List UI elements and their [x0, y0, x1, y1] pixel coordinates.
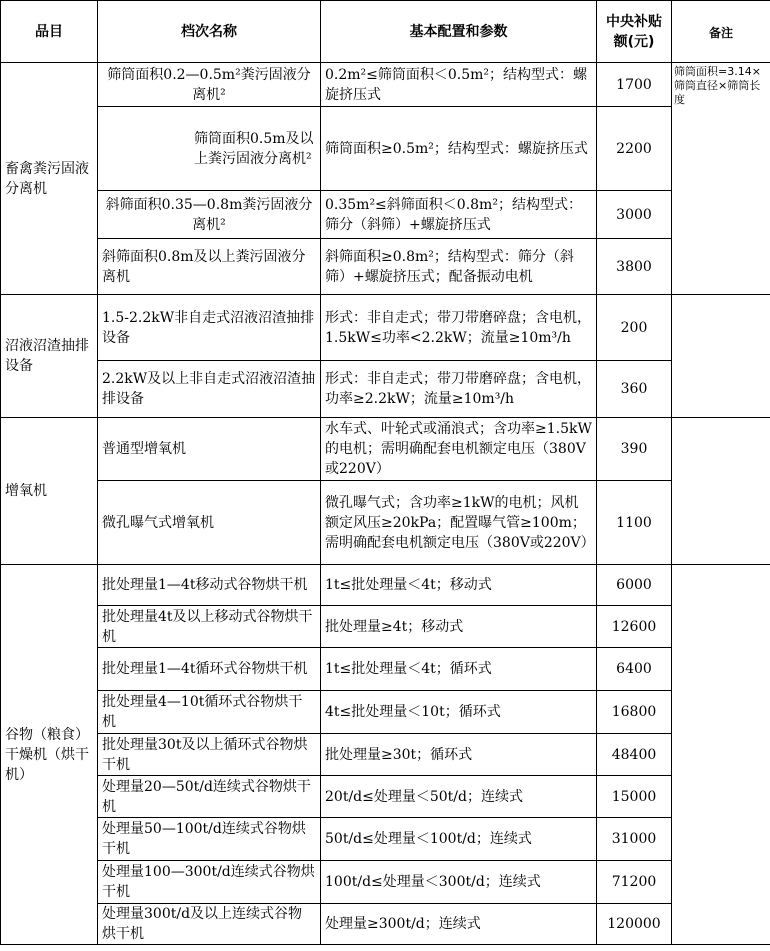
item-cell: 增氧机 — [1, 418, 98, 565]
note-cell: 筛筒面积=3.14×筛筒直径×筛筒长度 — [672, 63, 770, 295]
item-cell: 畜禽粪污固液分离机 — [1, 63, 98, 295]
grade-cell: 筛筒面积0.2—0.5m²粪污固液分离机² — [98, 63, 321, 107]
table-row — [1, 418, 770, 481]
table-row — [1, 818, 770, 861]
item-cell: 沼液沼渣抽排设备 — [1, 295, 98, 418]
config-cell: 0.2m²≤筛筒面积＜0.5m²；结构型式：螺旋挤压式 — [321, 63, 597, 107]
subsidy-cell: 2200 — [597, 107, 672, 191]
subsidy-cell: 360 — [597, 361, 672, 418]
grade-cell: 2.2kW及以上非自走式沼液沼渣抽排设备 — [98, 361, 321, 418]
config-cell: 斜筛面积≥0.8m²；结构型式：筛分（斜筛）+螺旋挤压式；配备振动电机 — [321, 239, 597, 295]
header-row — [1, 1, 770, 63]
table-row — [1, 63, 770, 107]
table-row — [1, 606, 770, 648]
config-cell: 50t/d≤处理量＜100t/d；连续式 — [321, 818, 597, 861]
subsidy-cell: 71200 — [597, 861, 672, 904]
grade-cell: 斜筛面积0.8m及以上粪污固液分离机 — [98, 239, 321, 295]
grade-cell: 批处理量4—10t循环式谷物烘干机 — [98, 691, 321, 734]
grade-cell: 普通型增氧机 — [98, 418, 321, 481]
config-cell: 100t/d≤处理量＜300t/d；连续式 — [321, 861, 597, 904]
grade-cell: 批处理量1—4t循环式谷物烘干机 — [98, 648, 321, 691]
config-cell: 4t≤批处理量＜10t；循环式 — [321, 691, 597, 734]
table-row — [1, 904, 770, 945]
config-cell: 20t/d≤处理量＜50t/d；连续式 — [321, 776, 597, 818]
subsidy-cell: 200 — [597, 295, 672, 361]
grade-cell: 斜筛面积0.35—0.8m粪污固液分离机² — [98, 191, 321, 239]
item-cell: 谷物（粮食）干燥机（烘干机） — [1, 565, 98, 945]
config-cell: 1t≤批处理量＜4t；循环式 — [321, 648, 597, 691]
subsidy-cell: 1100 — [597, 481, 672, 565]
table-row — [1, 295, 770, 361]
table-row — [1, 691, 770, 734]
config-cell: 处理量≥300t/d；连续式 — [321, 904, 597, 945]
subsidy-cell: 1700 — [597, 63, 672, 107]
config-cell: 筛筒面积≥0.5m²；结构型式：螺旋挤压式 — [321, 107, 597, 191]
config-cell: 批处理量≥30t；循环式 — [321, 734, 597, 776]
subsidy-cell: 6400 — [597, 648, 672, 691]
grade-cell: 批处理量1—4t移动式谷物烘干机 — [98, 565, 321, 606]
grade-cell: 批处理量4t及以上移动式谷物烘干机 — [98, 606, 321, 648]
table-row — [1, 239, 770, 295]
grade-cell: 微孔曝气式增氧机 — [98, 481, 321, 565]
config-cell: 1t≤批处理量＜4t；移动式 — [321, 565, 597, 606]
table-row — [1, 776, 770, 818]
table-row — [1, 565, 770, 606]
subsidy-cell: 6000 — [597, 565, 672, 606]
grade-cell: 处理量20—50t/d连续式谷物烘干机 — [98, 776, 321, 818]
grade-cell: 筛筒面积0.5m及以上粪污固液分离机² — [98, 107, 321, 191]
grade-cell: 处理量100—300t/d连续式谷物烘干机 — [98, 861, 321, 904]
subsidy-cell: 16800 — [597, 691, 672, 734]
header-config: 基本配置和参数 — [321, 1, 597, 63]
subsidy-cell: 390 — [597, 418, 672, 481]
grade-cell: 处理量50—100t/d连续式谷物烘干机 — [98, 818, 321, 861]
header-subsidy: 中央补贴额(元) — [597, 1, 672, 63]
grade-cell: 批处理量30t及以上循环式谷物烘干机 — [98, 734, 321, 776]
config-cell: 形式：非自走式；带刀带磨碎盘；含电机，1.5kW≤功率<2.2kW；流量≥10m³/h — [321, 295, 597, 361]
table-row — [1, 861, 770, 904]
table-row — [1, 361, 770, 418]
config-cell: 0.35m²≤斜筛面积＜0.8m²；结构型式：筛分（斜筛）+螺旋挤压式 — [321, 191, 597, 239]
header-note: 备注 — [672, 1, 770, 63]
table-row — [1, 734, 770, 776]
config-cell: 微孔曝气式；含功率≥1kW的电机；风机额定风压≥20kPa；配置曝气管≥100m；需明确配套电机额定电压（380V或220V） — [321, 481, 597, 565]
grade-cell: 处理量300t/d及以上连续式谷物烘干机 — [98, 904, 321, 945]
table-row — [1, 648, 770, 691]
table-row — [1, 481, 770, 565]
config-cell: 批处理量≥4t；移动式 — [321, 606, 597, 648]
header-grade: 档次名称 — [98, 1, 321, 63]
config-cell: 水车式、叶轮式或涌浪式；含功率≥1.5kW的电机；需明确配套电机额定电压（380V或220V） — [321, 418, 597, 481]
note-cell — [672, 418, 770, 565]
config-cell: 形式：非自走式；带刀带磨碎盘；含电机，功率≥2.2kW；流量≥10m³/h — [321, 361, 597, 418]
subsidy-cell: 3000 — [597, 191, 672, 239]
header-item: 品目 — [1, 1, 98, 63]
table-row — [1, 191, 770, 239]
grade-cell: 1.5-2.2kW非自走式沼液沼渣抽排设备 — [98, 295, 321, 361]
note-cell — [672, 295, 770, 418]
table-row — [1, 107, 770, 191]
subsidy-cell: 3800 — [597, 239, 672, 295]
subsidy-cell: 12600 — [597, 606, 672, 648]
subsidy-cell: 48400 — [597, 734, 672, 776]
subsidy-cell: 31000 — [597, 818, 672, 861]
note-cell — [672, 565, 770, 945]
subsidy-cell: 15000 — [597, 776, 672, 818]
subsidy-cell: 120000 — [597, 904, 672, 945]
